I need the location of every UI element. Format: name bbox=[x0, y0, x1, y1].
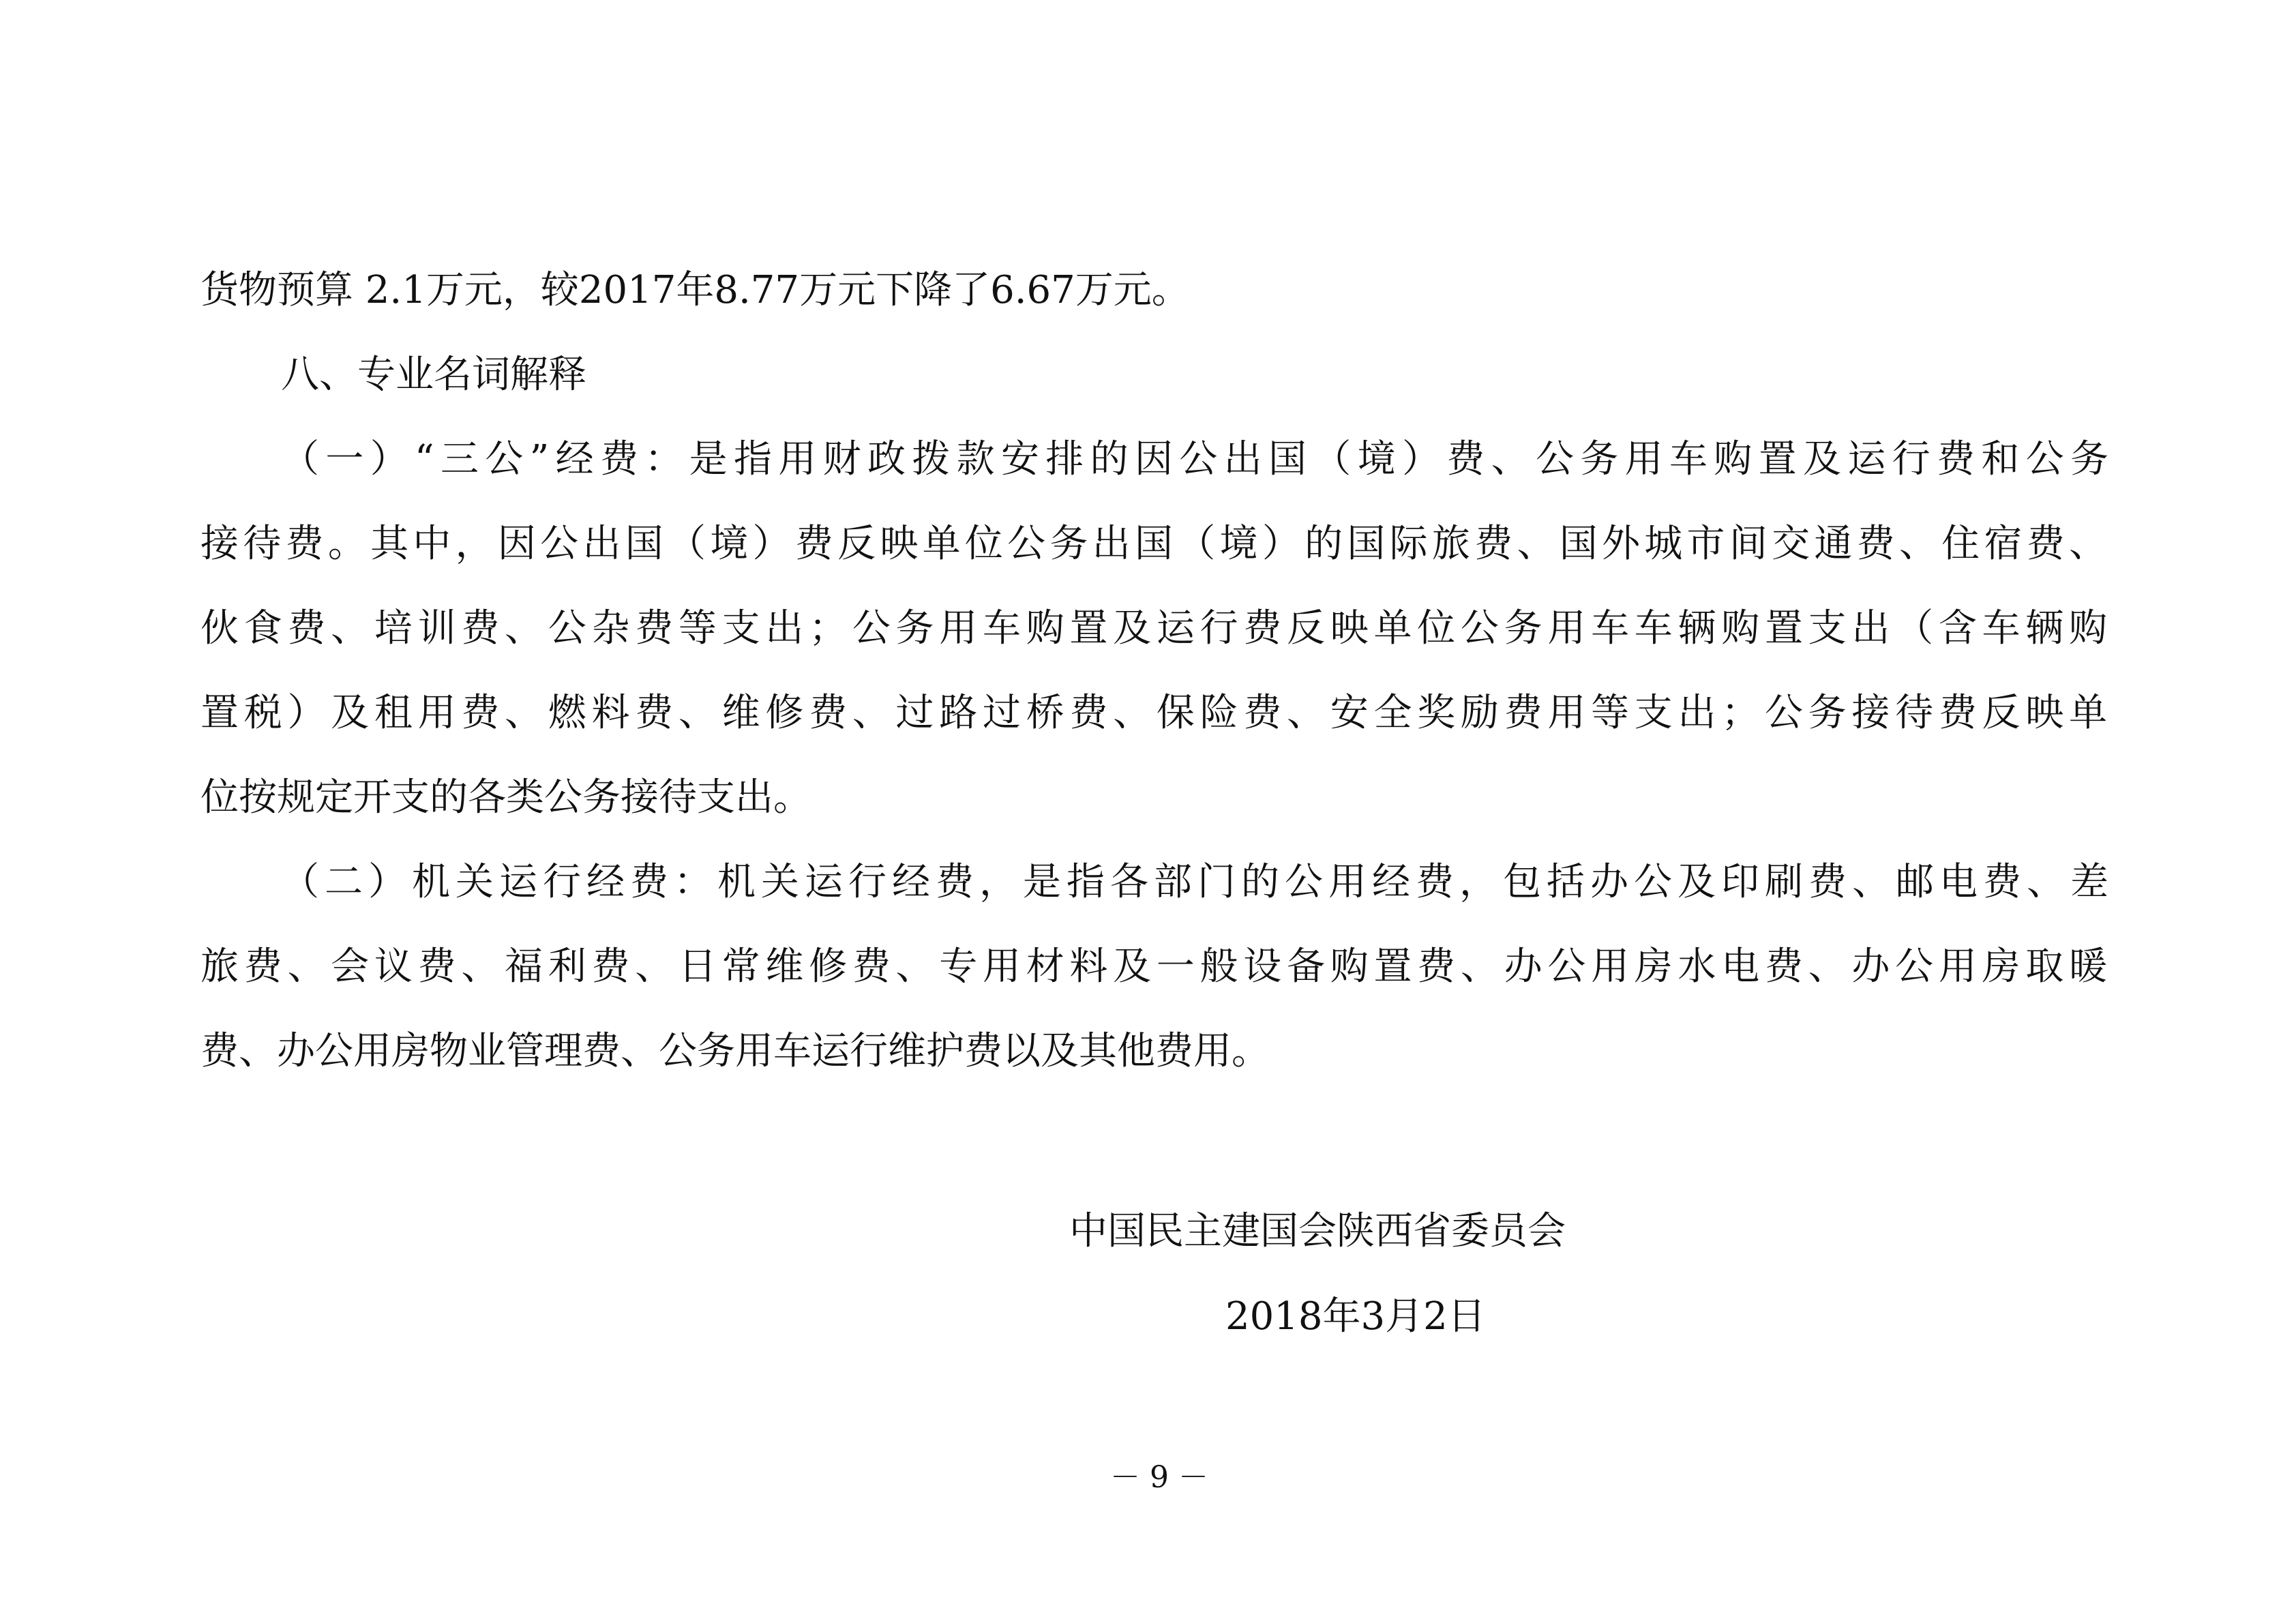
paragraph-line-goods-budget: 货物预算 2.1万元，较2017年8.77万元下降了6.67万元。 bbox=[200, 268, 1190, 312]
paragraph-line-three-public-1: （一）“三公”经费：是指用财政拨款安排的因公出国（境）费、公务用车购置及运行费和公务 bbox=[281, 437, 2108, 481]
section-heading-definitions: 八、专业名词解释 bbox=[281, 353, 586, 397]
page-number: － 9 － bbox=[1110, 1460, 1208, 1495]
paragraph-line-operating-expenses-2: 旅费、会议费、福利费、日常维修费、专用材料及一般设备购置费、办公用房水电费、办公用房取暖 bbox=[200, 944, 2107, 989]
paragraph-line-operating-expenses-3: 费、办公用房物业管理费、公务用车运行维护费以及其他费用。 bbox=[200, 1029, 1270, 1073]
paragraph-line-three-public-5: 位按规定开支的各类公务接待支出。 bbox=[200, 775, 811, 820]
paragraph-line-three-public-2: 接待费。其中，因公出国（境）费反映单位公务出国（境）的国际旅费、国外城市间交通费、住宿费、 bbox=[200, 522, 2107, 566]
paragraph-line-operating-expenses-1: （二）机关运行经费：机关运行经费，是指各部门的公用经费，包括办公及印刷费、邮电费、差 bbox=[281, 860, 2108, 904]
paragraph-line-three-public-3: 伙食费、培训费、公杂费等支出；公务用车购置及运行费反映单位公务用车车辆购置支出（含车辆购 bbox=[200, 606, 2107, 651]
signature-organization: 中国民主建国会陕西省委员会 bbox=[1069, 1209, 1566, 1253]
signature-date: 2018年3月2日 bbox=[1225, 1294, 1486, 1339]
paragraph-line-three-public-4: 置税）及租用费、燃料费、维修费、过路过桥费、保险费、安全奖励费用等支出；公务接待费反映单 bbox=[200, 691, 2107, 735]
